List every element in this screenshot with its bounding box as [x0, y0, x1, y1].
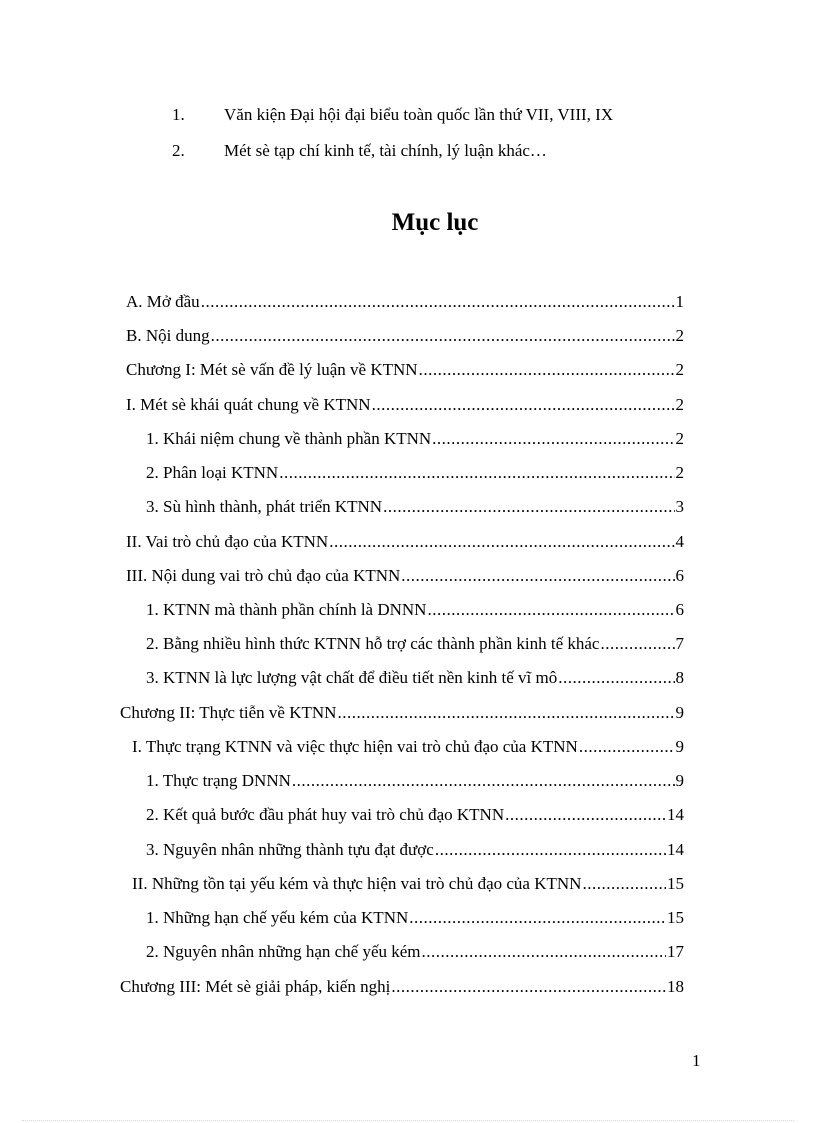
toc-entry [146, 941, 684, 963]
toc-leader-dots [419, 359, 675, 381]
toc-leader-dots [329, 531, 674, 553]
toc-entry-text: III. Nội dung vai trò chủ đạo của KTNN [126, 566, 401, 585]
toc-entry [126, 325, 684, 347]
toc-leader-dots [432, 428, 674, 450]
toc-entry-text: 1. Khái niệm chung về thành phần KTNN [146, 429, 432, 448]
toc-entry-page: 2 [675, 326, 684, 345]
toc-entry-text: 2. Kết quả bước đầu phát huy vai trò chủ đạo KTNN [146, 805, 505, 824]
toc-leader-dots [211, 325, 675, 347]
toc-leader-dots [292, 770, 675, 792]
toc-entry [146, 839, 684, 861]
toc-entry-page: 9 [675, 771, 684, 790]
toc-leader-dots [600, 633, 674, 655]
toc-entry [146, 770, 684, 792]
toc-entry-page: 6 [675, 600, 684, 619]
toc-leader-dots [201, 291, 675, 313]
toc-entry [146, 496, 684, 518]
toc-entry-text: 2. Phân loại KTNN [146, 463, 279, 482]
reference-item [172, 140, 547, 162]
reference-text: Mét sè tạp chí kinh tế, tài chính, lý luận khác… [224, 141, 547, 160]
toc-entry-page: 15 [667, 874, 684, 893]
toc-entry [126, 531, 684, 553]
toc-entry-page: 8 [675, 668, 684, 687]
toc-entry [146, 462, 684, 484]
page-number: 1 [692, 1051, 701, 1070]
toc-entry-text: 3. Nguyên nhân những thành tựu đạt được [146, 840, 434, 859]
toc-entry [126, 394, 684, 416]
toc-entry [132, 736, 684, 758]
toc-entry-text: 2. Nguyên nhân những hạn chế yếu kém [146, 942, 421, 961]
toc-entry [146, 633, 684, 655]
toc-entry [126, 565, 684, 587]
toc-entry-text: 1. Thực trạng DNNN [146, 771, 291, 790]
toc-leader-dots [582, 873, 666, 895]
toc-entry [146, 804, 684, 826]
toc-entry-text: 1. KTNN mà thành phần chính là DNNN [146, 600, 427, 619]
reference-item [172, 104, 613, 126]
toc-entry-text: Chương III: Mét sè giải pháp, kiến nghị [120, 977, 391, 996]
toc-leader-dots [427, 599, 674, 621]
toc-entry-text: B. Nội dung [126, 326, 210, 345]
toc-leader-dots [391, 976, 666, 998]
toc-entry-page: 14 [667, 840, 684, 859]
toc-entry-page: 17 [667, 942, 684, 961]
toc-title: Mục lục [391, 209, 479, 236]
toc-entry-page: 3 [675, 497, 684, 516]
toc-entry-text: II. Những tồn tại yếu kém và thực hiện vai trò chủ đạo của KTNN [132, 874, 582, 893]
toc-entry-page: 18 [667, 977, 684, 996]
toc-entry-page: 6 [675, 566, 684, 585]
toc-entry-text: II. Vai trò chủ đạo của KTNN [126, 532, 329, 551]
toc-leader-dots [505, 804, 666, 826]
toc-entry-text: 2. Bằng nhiều hình thức KTNN hỗ trợ các thành phần kinh tế khác [146, 634, 600, 653]
toc-leader-dots [337, 702, 674, 724]
toc-leader-dots [279, 462, 674, 484]
toc-entry-page: 14 [667, 805, 684, 824]
toc-entry-page: 4 [675, 532, 684, 551]
toc-entry-page: 7 [675, 634, 684, 653]
toc-entry-text: A. Mở đầu [126, 292, 200, 311]
toc-entry [126, 359, 684, 381]
toc-entry-page: 9 [675, 703, 684, 722]
toc-entry-page: 2 [675, 429, 684, 448]
footer-divider [22, 1120, 794, 1121]
reference-number: 1. [172, 105, 185, 124]
toc-entry [126, 291, 684, 313]
toc-leader-dots [401, 565, 674, 587]
toc-entry-text: Chương II: Thực tiễn về KTNN [120, 703, 337, 722]
toc-entry [120, 976, 684, 998]
toc-entry [146, 667, 684, 689]
toc-entry-page: 9 [675, 737, 684, 756]
toc-leader-dots [579, 736, 675, 758]
toc-entry-text: 1. Những hạn chế yếu kém của KTNN [146, 908, 409, 927]
toc-entry-text: 3. Sù hình thành, phát triển KTNN [146, 497, 383, 516]
toc-leader-dots [372, 394, 675, 416]
toc-entry [146, 599, 684, 621]
reference-text: Văn kiện Đại hội đại biểu toàn quốc lần thứ VII, VIII, IX [224, 105, 614, 124]
toc-entry [146, 907, 684, 929]
toc-entry-page: 2 [675, 360, 684, 379]
toc-entry-page: 2 [675, 463, 684, 482]
toc-leader-dots [435, 839, 666, 861]
toc-leader-dots [558, 667, 674, 689]
toc-entry-page: 2 [675, 395, 684, 414]
toc-entry-page: 1 [675, 292, 684, 311]
toc-entry [120, 702, 684, 724]
toc-entry-text: I. Thực trạng KTNN và việc thực hiện vai trò chủ đạo của KTNN [132, 737, 578, 756]
toc-leader-dots [422, 941, 666, 963]
toc-leader-dots [409, 907, 666, 929]
toc-entry [132, 873, 684, 895]
toc-entry-page: 15 [667, 908, 684, 927]
toc-entry [146, 428, 684, 450]
toc-leader-dots [383, 496, 674, 518]
reference-number: 2. [172, 141, 185, 160]
toc-entry-text: I. Mét sè khái quát chung về KTNN [126, 395, 371, 414]
toc-entry-text: Chương I: Mét sè vấn đề lý luận về KTNN [126, 360, 418, 379]
toc-entry-text: 3. KTNN là lực lượng vật chất để điều tiết nền kinh tế vĩ mô [146, 668, 558, 687]
